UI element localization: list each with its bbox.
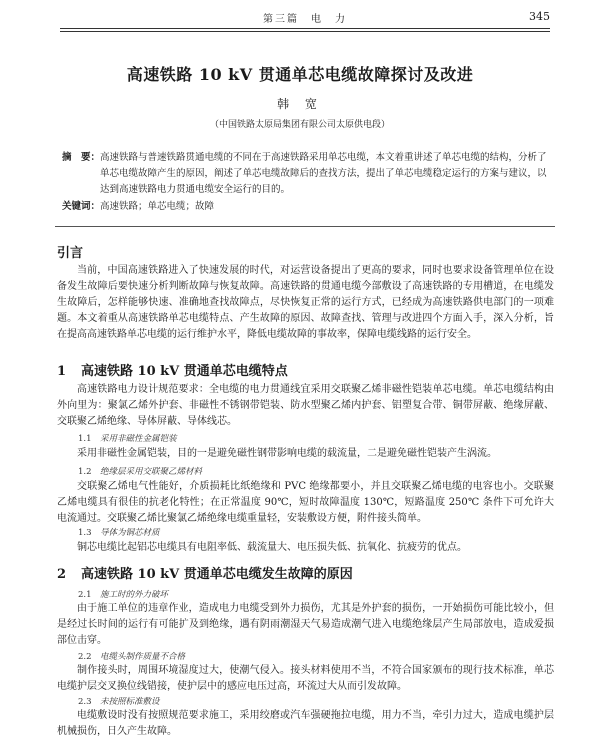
section-label: 第三篇 电 力 (263, 14, 347, 25)
subsection-2-3-heading (78, 695, 160, 707)
subsection-title: 电缆头制作质量不合格 (100, 652, 186, 662)
keywords-text: 高速铁路；单芯电缆；故障 (100, 201, 215, 212)
subsection-2-2-paragraph: 制作接头时，周围环境湿度过大，使潮气侵入。接头材料使用不当，不符合国家颁布的现行技术标准，单芯电缆护层交叉换位线错接，使护层中的感应电压过高，环流过大从而引发故障。 (57, 665, 554, 692)
subsection-title: 施工时的外力破坏 (100, 590, 169, 600)
running-header (60, 8, 550, 28)
subsection-number: 1.2 (78, 467, 92, 477)
section-1-heading (57, 360, 288, 379)
subsection-title: 未按照标准敷设 (100, 697, 160, 707)
abstract (62, 150, 552, 198)
header-rule-2 (60, 31, 550, 32)
subsection-number: 2.1 (78, 590, 92, 600)
subsection-number: 1.1 (78, 434, 92, 444)
subsection-1-3-paragraph: 铜芯电缆比起铝芯电缆具有电阻率低、载流量大、电压损失低、抗氧化、抗疲劳的优点。 (77, 542, 467, 553)
subsection-title: 导体为铜芯材质 (100, 528, 160, 538)
section-1-paragraph: 高速铁路电力设计规范要求：全电缆的电力贯通线宜采用交联聚乙烯非磁性铠装单芯电缆。单芯电缆结构由外向里为：聚氯乙烯外护套、非磁性不锈钢带铠装、防水型聚乙烯内护套、铝塑复合带、铜带屏蔽、绝缘屏蔽、交联聚乙烯绝缘、导体屏蔽、导体线芯。 (57, 384, 554, 427)
subsection-1-2-heading (78, 465, 202, 477)
section-1-title: 高速铁路 10 kV 贯通单芯电缆特点 (81, 364, 288, 379)
subsection-1-1-paragraph: 采用非磁性金属铠装，目的一是避免磁性钢带影响电缆的载流量，二是避免磁性铠装产生涡流。 (77, 448, 497, 459)
intro-heading (57, 242, 83, 261)
affiliation: （中国铁路太原局集团有限公司太原供电段） (209, 120, 390, 130)
section-2-title: 高速铁路 10 kV 贯通单芯电缆发生故障的原因 (81, 567, 353, 582)
subsection-number: 1.3 (78, 528, 92, 538)
section-2-number: 2 (57, 567, 67, 582)
abstract-text: 高速铁路与普速铁路贯通电缆的不同在于高速铁路采用单芯电缆，本文着重讲述了单芯电缆的结构，分析了单芯电缆故障产生的原因，阐述了单芯电缆故障后的查找方法，提出了单芯电缆稳定运行的方案与建议，以达到高速铁路电力贯通电缆安全运行的目的。 (100, 152, 547, 195)
keywords (62, 199, 552, 215)
section-1-number: 1 (57, 364, 67, 379)
subsection-1-2-paragraph: 交联聚乙烯电气性能好，介质损耗比纸绝缘和 PVC 绝缘都要小，并且交联聚乙烯电缆的电容也小。交联聚乙烯电缆具有很佳的抗老化特性；在正常温度 90℃，短时故障温度 130℃，短路温度 250℃ 条件下可允许大电流通过。交联聚乙烯比聚氯乙烯绝缘电缆重量轻，安装敷设方便，附件接头简单。 (57, 481, 554, 524)
subsection-2-2-heading (78, 650, 185, 662)
subsection-title: 绝缘层采用交联聚乙烯材料 (100, 467, 203, 477)
subsection-title: 采用非磁性金属铠装 (100, 434, 177, 444)
subsection-2-1-paragraph: 由于施工单位的违章作业，造成电力电缆受到外力损伤，尤其是外护套的损伤，一开始损伤可能比较小，但是经过长时间的运行有可能扩及到绝缘，遇有阴雨潮湿天气易造成潮气进入电缆绝缘层产生局部放电，造成爱损部位击穿。 (57, 603, 554, 646)
section-2-heading (57, 563, 353, 582)
keywords-label: 关键词： (62, 201, 101, 212)
paper-title: 高速铁路 10 kV 贯通单芯电缆故障探讨及改进 (126, 65, 474, 84)
intro-paragraph: 当前，中国高速铁路进入了快速发展的时代，对运营设备提出了更高的要求，同时也要求设备管理单位在设备发生故障后要快速分析判断故障与恢复故障。高速铁路的贯通电缆今部敷设了高速铁路的专用槽道，在电缆发生故障后，怎样能够快速、准确地查找故障点，尽快恢复正常的运行方式，已经成为高速铁路供电部门的一项难题。本文着重从高速铁路单芯电缆特点、产生故障的原因、故障查找、管理与改进四个方面入手，深入分析，旨在提高高速铁路单芯电缆的运行维护水平，降低电缆故障的事故率，保障电缆线路的运行安全。 (57, 265, 554, 340)
subsection-number: 2.3 (78, 697, 92, 707)
intro-heading-text: 引言 (57, 246, 84, 261)
author: 韩 宽 (277, 97, 323, 111)
abstract-divider (55, 226, 555, 227)
subsection-2-1-heading (78, 588, 168, 600)
subsection-1-1-heading (78, 432, 177, 444)
subsection-1-3-heading (78, 526, 160, 538)
subsection-2-3-paragraph: 电缆敷设时没有按照规范要求施工，采用绞磨或汽车强硬拖拉电缆，用力不当，牵引力过大，造成电缆护层机械损伤，日久产生故障。 (57, 710, 554, 737)
subsection-number: 2.2 (78, 652, 92, 662)
header-rule (60, 28, 550, 29)
abstract-label: 摘 要： (62, 152, 101, 163)
page-number: 345 (529, 10, 550, 23)
